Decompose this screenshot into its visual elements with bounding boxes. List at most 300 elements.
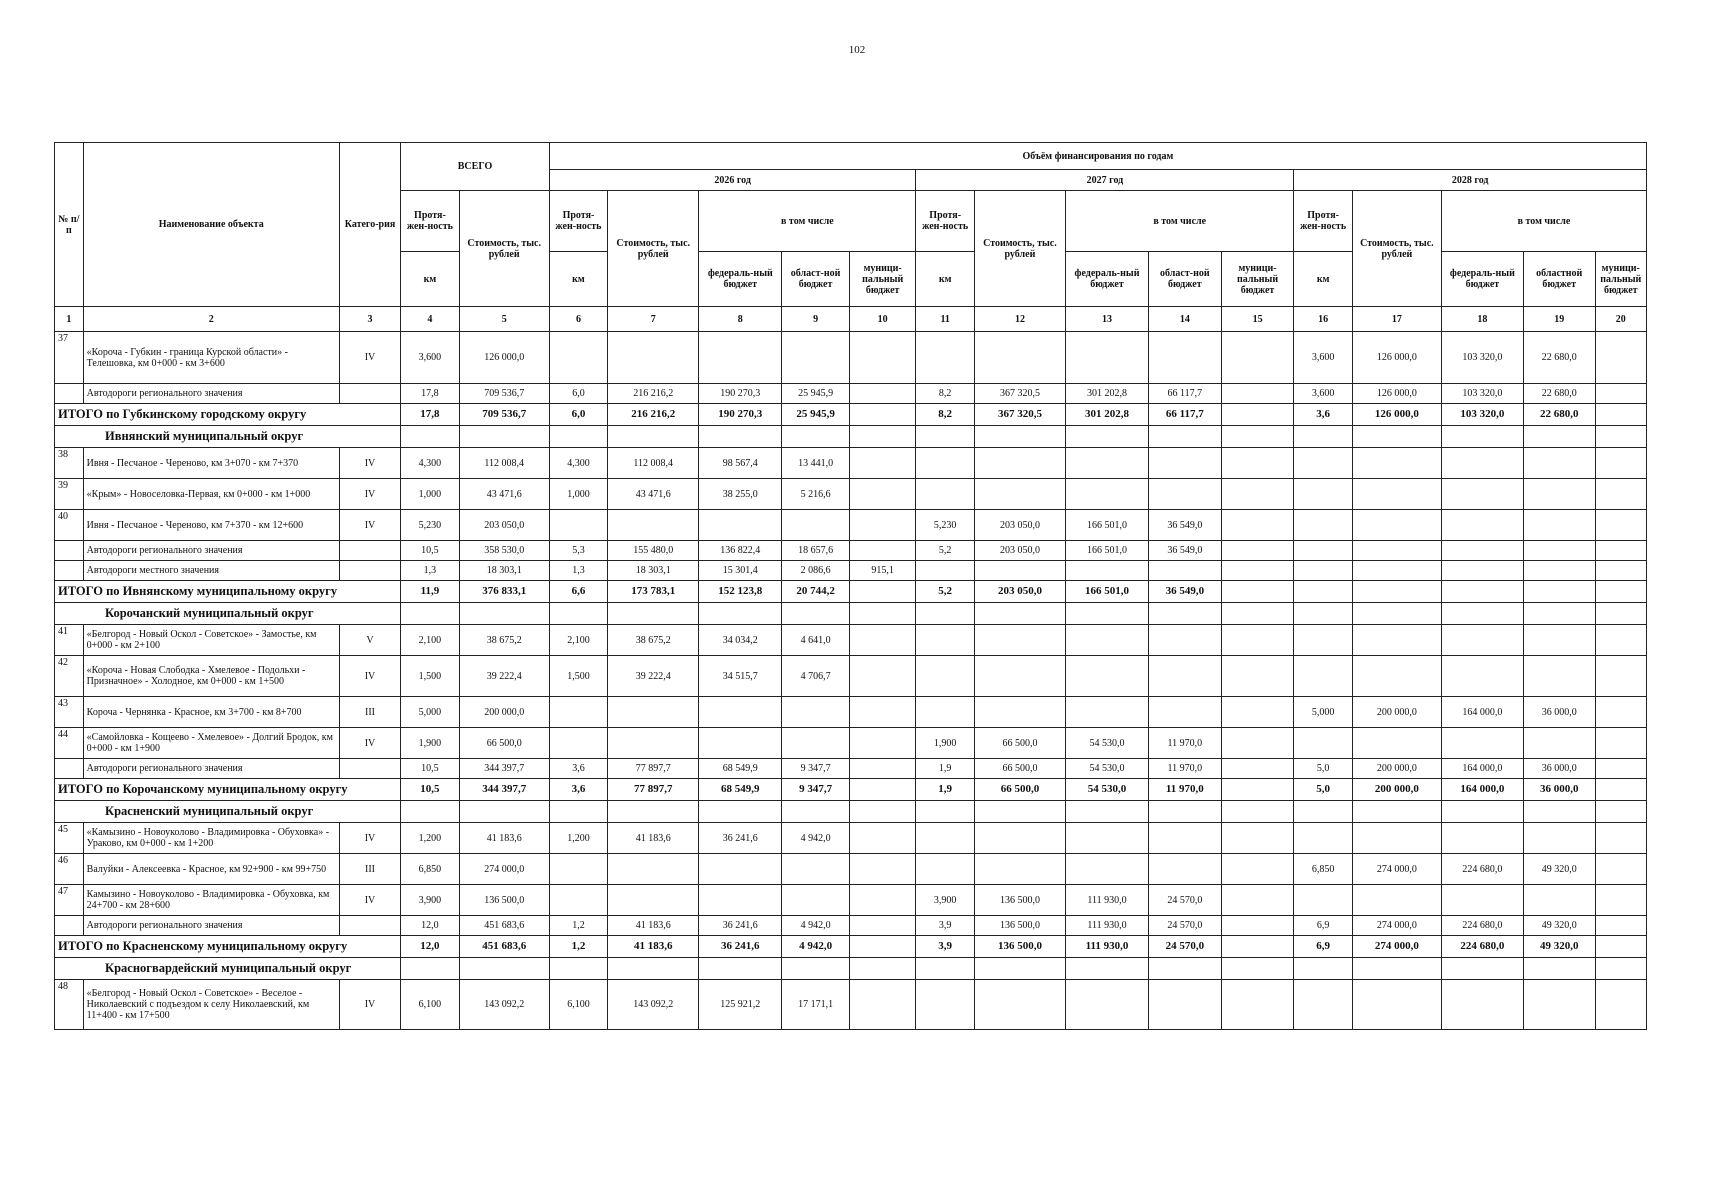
header-municipal: муници-пальный бюджет xyxy=(849,252,916,307)
object-row xyxy=(55,332,1647,384)
empty-cell xyxy=(1523,426,1595,448)
value-cell xyxy=(1441,823,1523,854)
value-cell xyxy=(1148,656,1221,697)
value-cell: 6,100 xyxy=(401,980,459,1030)
value-cell xyxy=(1595,980,1646,1030)
value-cell: 1,000 xyxy=(401,479,459,510)
value-cell: 3,6 xyxy=(1294,404,1352,426)
value-cell: 36 000,0 xyxy=(1523,759,1595,779)
value-cell xyxy=(974,656,1065,697)
district-total-label: ИТОГО по Ивнянскому муниципальному округу xyxy=(55,581,401,603)
header-incl: в том числе xyxy=(1066,191,1294,252)
value-cell xyxy=(849,384,916,404)
empty-cell xyxy=(1221,426,1294,448)
district-header-row xyxy=(55,958,1647,980)
value-cell xyxy=(1148,697,1221,728)
value-cell xyxy=(1221,625,1294,656)
empty-cell xyxy=(1148,801,1221,823)
subtotal-row xyxy=(55,916,1647,936)
value-cell: 3,6 xyxy=(549,779,607,801)
value-cell: 9 347,7 xyxy=(782,759,850,779)
value-cell xyxy=(1595,625,1646,656)
value-cell: 301 202,8 xyxy=(1066,404,1149,426)
empty-cell xyxy=(699,801,782,823)
value-cell xyxy=(849,581,916,603)
row-number: 43 xyxy=(55,697,84,728)
subtotal-label: Автодороги регионального значения xyxy=(83,384,339,404)
value-cell xyxy=(1595,759,1646,779)
value-cell: 24 570,0 xyxy=(1148,916,1221,936)
header-name: Наименование объекта xyxy=(83,143,339,307)
object-row xyxy=(55,656,1647,697)
column-number: 5 xyxy=(459,307,549,332)
value-cell xyxy=(1441,728,1523,759)
value-cell: 11 970,0 xyxy=(1148,728,1221,759)
value-cell xyxy=(916,823,974,854)
value-cell: 112 008,4 xyxy=(459,448,549,479)
value-cell xyxy=(1523,980,1595,1030)
value-cell: 4 942,0 xyxy=(782,936,850,958)
empty-cell xyxy=(55,541,84,561)
value-cell: 152 123,8 xyxy=(699,581,782,603)
value-cell: 1,3 xyxy=(549,561,607,581)
value-cell xyxy=(1523,823,1595,854)
value-cell xyxy=(1352,541,1441,561)
empty-cell xyxy=(1441,603,1523,625)
header-length: Протя-жен-ность xyxy=(1294,191,1352,252)
empty-cell xyxy=(1148,426,1221,448)
value-cell xyxy=(1352,728,1441,759)
value-cell: 11 970,0 xyxy=(1148,779,1221,801)
value-cell xyxy=(1221,510,1294,541)
object-row xyxy=(55,479,1647,510)
value-cell: 5,3 xyxy=(549,541,607,561)
value-cell: 111 930,0 xyxy=(1066,885,1149,916)
value-cell: 22 680,0 xyxy=(1523,384,1595,404)
value-cell xyxy=(608,332,699,384)
value-cell: 274 000,0 xyxy=(1352,936,1441,958)
value-cell xyxy=(1441,581,1523,603)
header-municipal: муници-пальный бюджет xyxy=(1595,252,1646,307)
value-cell xyxy=(1148,823,1221,854)
value-cell: 1,2 xyxy=(549,916,607,936)
value-cell xyxy=(916,448,974,479)
value-cell: 166 501,0 xyxy=(1066,581,1149,603)
empty-cell xyxy=(974,603,1065,625)
value-cell xyxy=(1066,479,1149,510)
object-category: V xyxy=(339,625,400,656)
empty-cell xyxy=(1595,801,1646,823)
value-cell: 12,0 xyxy=(401,936,459,958)
value-cell xyxy=(849,404,916,426)
value-cell: 98 567,4 xyxy=(699,448,782,479)
value-cell xyxy=(1352,823,1441,854)
value-cell: 5,0 xyxy=(1294,759,1352,779)
column-number: 20 xyxy=(1595,307,1646,332)
column-number: 9 xyxy=(782,307,850,332)
value-cell xyxy=(699,510,782,541)
value-cell xyxy=(1441,625,1523,656)
value-cell xyxy=(849,541,916,561)
object-category: IV xyxy=(339,823,400,854)
value-cell: 190 270,3 xyxy=(699,404,782,426)
value-cell xyxy=(916,656,974,697)
value-cell: 2 086,6 xyxy=(782,561,850,581)
empty-cell xyxy=(459,801,549,823)
value-cell xyxy=(1221,479,1294,510)
empty-cell xyxy=(1595,426,1646,448)
value-cell: 54 530,0 xyxy=(1066,779,1149,801)
value-cell xyxy=(549,854,607,885)
object-category: IV xyxy=(339,510,400,541)
value-cell: 25 945,9 xyxy=(782,384,850,404)
value-cell xyxy=(1595,728,1646,759)
value-cell: 1,200 xyxy=(401,823,459,854)
empty-cell xyxy=(916,426,974,448)
row-number: 45 xyxy=(55,823,84,854)
district-header-row xyxy=(55,603,1647,625)
value-cell xyxy=(608,854,699,885)
value-cell: 18 303,1 xyxy=(608,561,699,581)
value-cell xyxy=(1595,404,1646,426)
value-cell: 200 000,0 xyxy=(1352,697,1441,728)
empty-cell xyxy=(782,958,850,980)
empty-cell xyxy=(1066,426,1149,448)
page-number: 102 xyxy=(848,44,866,56)
empty-cell xyxy=(1595,603,1646,625)
object-row xyxy=(55,823,1647,854)
value-cell: 36 000,0 xyxy=(1523,779,1595,801)
empty-cell xyxy=(1595,958,1646,980)
empty-cell xyxy=(1066,958,1149,980)
value-cell: 344 397,7 xyxy=(459,779,549,801)
value-cell xyxy=(1441,479,1523,510)
value-cell: 38 675,2 xyxy=(608,625,699,656)
subtotal-label: Автодороги регионального значения xyxy=(83,541,339,561)
value-cell xyxy=(974,980,1065,1030)
value-cell: 709 536,7 xyxy=(459,404,549,426)
value-cell xyxy=(782,728,850,759)
subtotal-label: Автодороги регионального значения xyxy=(83,916,339,936)
value-cell xyxy=(1523,561,1595,581)
object-category: III xyxy=(339,854,400,885)
value-cell: 38 675,2 xyxy=(459,625,549,656)
empty-cell xyxy=(699,426,782,448)
value-cell xyxy=(699,728,782,759)
value-cell: 164 000,0 xyxy=(1441,759,1523,779)
value-cell xyxy=(1221,936,1294,958)
value-cell: 68 549,9 xyxy=(699,779,782,801)
value-cell: 6,850 xyxy=(1294,854,1352,885)
value-cell xyxy=(549,728,607,759)
column-number: 3 xyxy=(339,307,400,332)
value-cell: 66 117,7 xyxy=(1148,384,1221,404)
value-cell xyxy=(1294,561,1352,581)
value-cell: 17,8 xyxy=(401,404,459,426)
value-cell: 24 570,0 xyxy=(1148,936,1221,958)
object-category: IV xyxy=(339,479,400,510)
header-num: № п/п xyxy=(55,143,84,307)
value-cell: 34 515,7 xyxy=(699,656,782,697)
empty-cell xyxy=(1441,426,1523,448)
empty-cell xyxy=(849,958,916,980)
value-cell: 103 320,0 xyxy=(1441,404,1523,426)
value-cell xyxy=(1221,332,1294,384)
empty-cell xyxy=(1221,801,1294,823)
value-cell: 136 500,0 xyxy=(974,916,1065,936)
object-category: IV xyxy=(339,332,400,384)
value-cell: 126 000,0 xyxy=(459,332,549,384)
empty-cell xyxy=(549,801,607,823)
value-cell: 3,600 xyxy=(1294,384,1352,404)
value-cell: 6,100 xyxy=(549,980,607,1030)
value-cell xyxy=(1595,448,1646,479)
value-cell xyxy=(916,561,974,581)
value-cell: 5,000 xyxy=(401,697,459,728)
row-number: 40 xyxy=(55,510,84,541)
value-cell xyxy=(1595,936,1646,958)
value-cell xyxy=(1595,854,1646,885)
subtotal-row xyxy=(55,561,1647,581)
empty-cell xyxy=(1294,801,1352,823)
value-cell xyxy=(608,510,699,541)
header-length: Протя-жен-ность xyxy=(401,191,459,252)
header-regional: област-ной бюджет xyxy=(1148,252,1221,307)
object-name: «Белгород - Новый Оскол - Советское» - Замостье, км 0+000 - км 2+100 xyxy=(83,625,339,656)
value-cell: 17 171,1 xyxy=(782,980,850,1030)
value-cell: 224 680,0 xyxy=(1441,936,1523,958)
value-cell xyxy=(1595,541,1646,561)
value-cell xyxy=(1523,625,1595,656)
empty-cell xyxy=(1148,958,1221,980)
value-cell: 3,9 xyxy=(916,916,974,936)
value-cell: 224 680,0 xyxy=(1441,916,1523,936)
value-cell: 18 303,1 xyxy=(459,561,549,581)
value-cell: 155 480,0 xyxy=(608,541,699,561)
value-cell: 39 222,4 xyxy=(459,656,549,697)
value-cell xyxy=(782,854,850,885)
value-cell: 43 471,6 xyxy=(459,479,549,510)
value-cell: 216 216,2 xyxy=(608,404,699,426)
value-cell: 36 549,0 xyxy=(1148,541,1221,561)
value-cell: 166 501,0 xyxy=(1066,541,1149,561)
value-cell: 6,850 xyxy=(401,854,459,885)
value-cell: 367 320,5 xyxy=(974,404,1065,426)
value-cell: 200 000,0 xyxy=(1352,779,1441,801)
value-cell xyxy=(1441,448,1523,479)
value-cell xyxy=(1148,332,1221,384)
value-cell: 1,000 xyxy=(549,479,607,510)
value-cell xyxy=(1221,448,1294,479)
value-cell: 164 000,0 xyxy=(1441,697,1523,728)
header-km: км xyxy=(549,252,607,307)
value-cell xyxy=(1523,479,1595,510)
value-cell: 274 000,0 xyxy=(459,854,549,885)
value-cell xyxy=(1595,823,1646,854)
value-cell xyxy=(849,728,916,759)
header-regional: областной бюджет xyxy=(1523,252,1595,307)
value-cell xyxy=(1221,384,1294,404)
value-cell: 11 970,0 xyxy=(1148,759,1221,779)
empty-cell xyxy=(549,426,607,448)
empty-cell xyxy=(1294,603,1352,625)
value-cell: 41 183,6 xyxy=(608,916,699,936)
header-category: Катего-рия xyxy=(339,143,400,307)
value-cell xyxy=(1595,916,1646,936)
row-number: 48 xyxy=(55,980,84,1030)
value-cell xyxy=(974,561,1065,581)
value-cell xyxy=(699,885,782,916)
value-cell: 12,0 xyxy=(401,916,459,936)
value-cell: 1,2 xyxy=(549,936,607,958)
empty-cell xyxy=(1066,801,1149,823)
value-cell xyxy=(1221,854,1294,885)
value-cell: 224 680,0 xyxy=(1441,854,1523,885)
value-cell xyxy=(974,823,1065,854)
value-cell xyxy=(1294,448,1352,479)
value-cell xyxy=(1294,479,1352,510)
district-total-label: ИТОГО по Красненскому муниципальному округу xyxy=(55,936,401,958)
value-cell: 15 301,4 xyxy=(699,561,782,581)
value-cell xyxy=(1221,656,1294,697)
value-cell: 66 500,0 xyxy=(974,728,1065,759)
value-cell xyxy=(916,479,974,510)
value-cell: 301 202,8 xyxy=(1066,384,1149,404)
value-cell xyxy=(1148,980,1221,1030)
empty-cell xyxy=(401,603,459,625)
value-cell xyxy=(699,697,782,728)
object-category: III xyxy=(339,697,400,728)
district-name: Красногвардейский муниципальный округ xyxy=(55,958,401,980)
value-cell xyxy=(1352,581,1441,603)
row-number: 38 xyxy=(55,448,84,479)
value-cell xyxy=(1352,656,1441,697)
value-cell: 190 270,3 xyxy=(699,384,782,404)
value-cell: 49 320,0 xyxy=(1523,854,1595,885)
value-cell: 3,600 xyxy=(401,332,459,384)
value-cell: 126 000,0 xyxy=(1352,332,1441,384)
district-name: Красненский муниципальный округ xyxy=(55,801,401,823)
value-cell: 164 000,0 xyxy=(1441,779,1523,801)
column-number: 12 xyxy=(974,307,1065,332)
value-cell: 451 683,6 xyxy=(459,916,549,936)
district-header-row xyxy=(55,426,1647,448)
object-name: Короча - Чернянка - Красное, км 3+700 - км 8+700 xyxy=(83,697,339,728)
value-cell xyxy=(1221,697,1294,728)
value-cell xyxy=(699,332,782,384)
empty-cell xyxy=(401,958,459,980)
value-cell xyxy=(1595,561,1646,581)
value-cell: 200 000,0 xyxy=(1352,759,1441,779)
column-number: 19 xyxy=(1523,307,1595,332)
empty-cell xyxy=(1352,603,1441,625)
object-name: «Белгород - Новый Оскол - Советское» - Веселое - Николаевский с подъездом к селу Николаевский, км 11+400 - км 17+500 xyxy=(83,980,339,1030)
value-cell: 200 000,0 xyxy=(459,697,549,728)
value-cell: 43 471,6 xyxy=(608,479,699,510)
empty-cell xyxy=(1352,958,1441,980)
value-cell: 4,300 xyxy=(549,448,607,479)
header-cost: Стоимость, тыс. рублей xyxy=(1352,191,1441,307)
value-cell xyxy=(1294,980,1352,1030)
empty-cell xyxy=(849,801,916,823)
value-cell: 41 183,6 xyxy=(459,823,549,854)
value-cell xyxy=(1221,561,1294,581)
value-cell: 5,000 xyxy=(1294,697,1352,728)
header-funding: Объём финансирования по годам xyxy=(549,143,1646,170)
value-cell: 66 500,0 xyxy=(974,779,1065,801)
empty-cell xyxy=(782,603,850,625)
value-cell: 1,900 xyxy=(401,728,459,759)
value-cell: 143 092,2 xyxy=(608,980,699,1030)
empty-cell xyxy=(549,603,607,625)
value-cell xyxy=(1066,854,1149,885)
value-cell xyxy=(1352,448,1441,479)
value-cell xyxy=(1595,332,1646,384)
value-cell xyxy=(1066,561,1149,581)
value-cell xyxy=(782,332,850,384)
value-cell: 3,9 xyxy=(916,936,974,958)
value-cell xyxy=(782,885,850,916)
empty-cell xyxy=(916,603,974,625)
value-cell xyxy=(916,980,974,1030)
value-cell xyxy=(549,510,607,541)
empty-cell xyxy=(55,384,84,404)
header-length: Протя-жен-ность xyxy=(549,191,607,252)
value-cell xyxy=(849,779,916,801)
value-cell xyxy=(849,759,916,779)
empty-cell xyxy=(1441,958,1523,980)
value-cell xyxy=(849,936,916,958)
object-row xyxy=(55,885,1647,916)
value-cell: 111 930,0 xyxy=(1066,936,1149,958)
empty-cell xyxy=(339,561,400,581)
value-cell xyxy=(849,697,916,728)
value-cell xyxy=(1441,656,1523,697)
value-cell: 77 897,7 xyxy=(608,779,699,801)
row-number: 42 xyxy=(55,656,84,697)
empty-cell xyxy=(608,603,699,625)
object-row xyxy=(55,510,1647,541)
empty-cell xyxy=(974,801,1065,823)
value-cell: 10,5 xyxy=(401,541,459,561)
empty-cell xyxy=(1441,801,1523,823)
value-cell xyxy=(974,854,1065,885)
value-cell xyxy=(1441,885,1523,916)
value-cell xyxy=(1352,980,1441,1030)
object-name: «Камызино - Новоуколово - Владимировка - Обуховка» - Ураково, км 0+000 - км 1+200 xyxy=(83,823,339,854)
value-cell xyxy=(1221,885,1294,916)
value-cell: 77 897,7 xyxy=(608,759,699,779)
value-cell: 54 530,0 xyxy=(1066,759,1149,779)
value-cell xyxy=(1523,885,1595,916)
subtotal-row xyxy=(55,384,1647,404)
value-cell: 6,9 xyxy=(1294,936,1352,958)
value-cell: 49 320,0 xyxy=(1523,936,1595,958)
value-cell: 20 744,2 xyxy=(782,581,850,603)
value-cell xyxy=(549,885,607,916)
empty-cell xyxy=(459,426,549,448)
value-cell: 5,0 xyxy=(1294,779,1352,801)
value-cell xyxy=(1523,656,1595,697)
header-incl: в том числе xyxy=(1441,191,1646,252)
value-cell: 13 441,0 xyxy=(782,448,850,479)
value-cell: 112 008,4 xyxy=(608,448,699,479)
value-cell: 1,900 xyxy=(916,728,974,759)
value-cell: 376 833,1 xyxy=(459,581,549,603)
header-federal: федераль-ный бюджет xyxy=(1066,252,1149,307)
district-total-label: ИТОГО по Корочанскому муниципальному округу xyxy=(55,779,401,801)
column-number: 7 xyxy=(608,307,699,332)
